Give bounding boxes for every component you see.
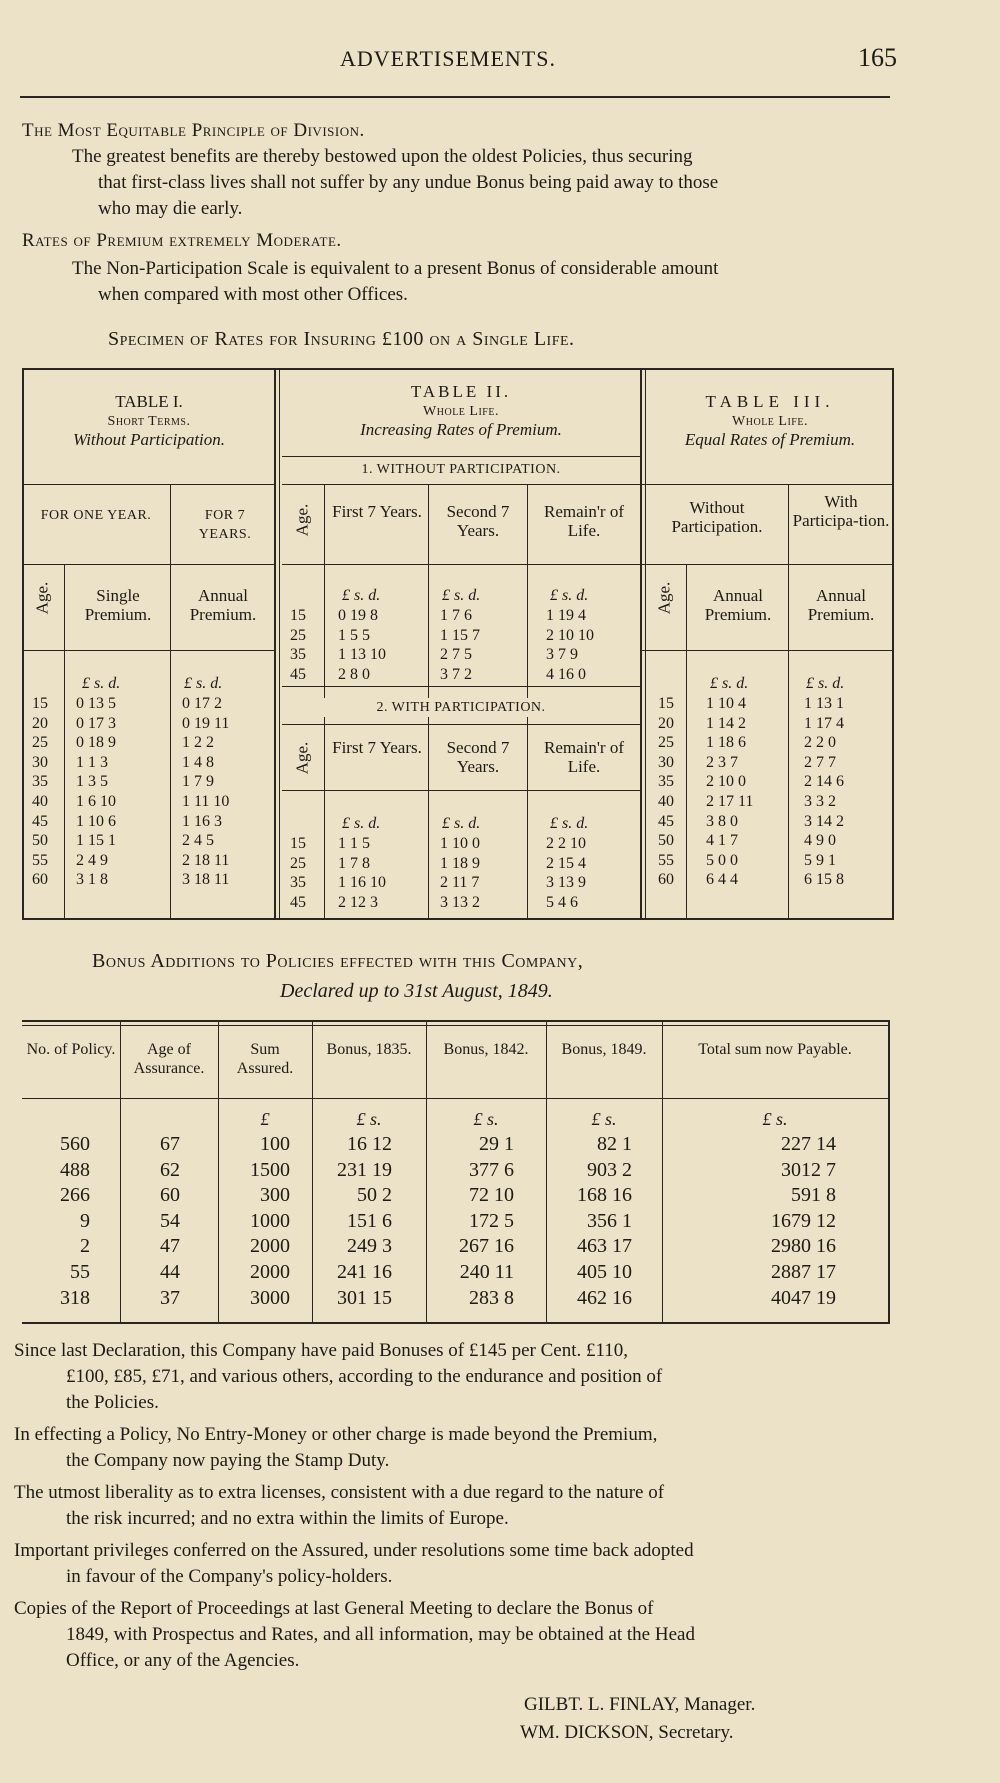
- bonus-column-header: No. of Policy.: [26, 1041, 116, 1058]
- table2-without-remainder: [546, 606, 594, 684]
- bonus-cell: 377 6: [469, 1158, 514, 1181]
- table2-age-label: Age.: [292, 503, 312, 537]
- table1-units-annual: £ s. d.: [184, 675, 223, 692]
- table2-col-first-2: First 7 Years.: [332, 738, 422, 757]
- rate-value: 35: [290, 646, 306, 664]
- bonus-cell: 3000: [250, 1286, 290, 1309]
- rate-value: 3 7 9: [546, 646, 578, 664]
- para-line: the Policies.: [66, 1392, 159, 1413]
- rate-value: 1 10 6: [76, 812, 116, 830]
- bonus-cell: 249 3: [347, 1235, 392, 1258]
- heading-equitable: The Most Equitable Principle of Division.: [22, 120, 365, 141]
- bonus-cell: 240 11: [459, 1261, 514, 1283]
- rate-value: 15: [32, 695, 48, 712]
- rate-value: 35: [658, 773, 674, 791]
- table2-col-remainder: Remain'r of Life.: [543, 502, 624, 540]
- rate-value: 2 4 9: [76, 851, 108, 869]
- rate-value: 1 14 2: [706, 714, 746, 732]
- table2-note: Increasing Rates of Premium.: [360, 420, 562, 439]
- rate-value: 5 9 1: [804, 851, 836, 869]
- bonus-cell: 1679 12: [771, 1209, 836, 1232]
- rate-value: 1 1 5: [338, 835, 370, 852]
- bonus-cell: 50 2: [357, 1184, 392, 1207]
- table2-units-second: £ s. d.: [442, 587, 481, 604]
- bonus-unit-label: £ s.: [473, 1109, 499, 1129]
- rate-value: 55: [658, 851, 674, 869]
- table3-annual-premium-with: Annual Premium.: [807, 586, 875, 624]
- table2-section2: 2. WITH PARTICIPATION.: [282, 698, 640, 717]
- table1-age-label: Age.: [32, 581, 52, 615]
- table2-with-remainder: [546, 834, 586, 912]
- bonus-column-header: Bonus, 1842.: [443, 1041, 529, 1058]
- rate-value: 4 9 0: [804, 832, 836, 850]
- bonus-cell: 356 1: [587, 1209, 632, 1232]
- table3-title: TABLE III.: [705, 392, 835, 411]
- running-header: [0, 43, 1000, 78]
- bonus-cell: 283 8: [469, 1286, 514, 1309]
- rate-value: 1 16 10: [338, 874, 386, 892]
- table1-col-one-year: FOR ONE YEAR.: [40, 508, 152, 523]
- bonus-cell: 301 15: [337, 1286, 392, 1309]
- page-number: 165: [858, 43, 897, 72]
- para-line: that first-class lives shall not suffer by any undue Bonus being paid away to those: [98, 172, 719, 193]
- rate-value: 2 10 0: [706, 773, 746, 791]
- rate-value: 2 18 11: [182, 851, 230, 869]
- bonus-unit-label: £: [260, 1109, 270, 1129]
- table3-note: Equal Rates of Premium.: [684, 430, 856, 449]
- rate-value: 50: [32, 832, 48, 850]
- rate-value: 1 10 0: [440, 835, 480, 852]
- bonus-cell: 267 16: [459, 1235, 514, 1258]
- table2-with-second: [440, 834, 480, 912]
- table2-subtitle: Whole Life.: [423, 404, 499, 419]
- rate-value: 60: [32, 871, 48, 889]
- bonus-cell: 2887 17: [771, 1261, 836, 1283]
- bonus-cell: 4047 19: [771, 1286, 836, 1309]
- rate-value: 25: [290, 854, 306, 872]
- closing-bonuses-paid: [14, 1338, 904, 1416]
- running-title: ADVERTISEMENTS.: [340, 46, 556, 71]
- table2-age-label-2: Age.: [292, 741, 312, 775]
- rate-value: 35: [290, 874, 306, 892]
- rate-value: 1 6 10: [76, 792, 116, 810]
- bonus-cell: 54: [160, 1209, 180, 1232]
- bonus-cell: 266: [60, 1184, 90, 1207]
- rate-value: 2 3 7: [706, 753, 738, 771]
- rate-value: 1 16 3: [182, 812, 222, 830]
- table2-with-ages: [290, 834, 306, 912]
- table2-col-remainder-2: Remain'r of Life.: [543, 738, 624, 776]
- rate-value: 30: [32, 753, 48, 771]
- heading-rates: Rates of Premium extremely Moderate.: [22, 230, 342, 251]
- table2-units-remainder-2: £ s. d.: [550, 815, 589, 832]
- rate-value: 2 14 6: [804, 773, 844, 791]
- bonus-cell: 16 12: [347, 1133, 392, 1155]
- rate-value: 6 15 8: [804, 871, 844, 889]
- rate-value: 25: [32, 734, 48, 752]
- rate-value: 0 19 8: [338, 607, 378, 624]
- rate-value: 4 1 7: [706, 832, 738, 850]
- bonus-caption: Bonus Additions to Policies effected with this Company,: [92, 950, 584, 972]
- rate-value: 3 7 2: [440, 665, 472, 683]
- rate-value: 3 14 2: [804, 812, 844, 830]
- rate-value: 15: [658, 695, 674, 712]
- bonus-cell: 3012 7: [781, 1158, 836, 1181]
- rate-value: 15: [290, 607, 306, 624]
- table3-age-label: Age.: [654, 581, 674, 615]
- table2-section1: 1. WITHOUT PARTICIPATION.: [361, 462, 561, 477]
- bonus-column-header: Sum Assured.: [236, 1041, 294, 1077]
- bonus-cell: 9: [80, 1209, 90, 1232]
- para-rates: [72, 256, 902, 308]
- rate-value: 45: [290, 893, 306, 911]
- para-line: £100, £85, £71, and various others, according to the endurance and position of: [66, 1366, 663, 1387]
- bonus-cell: 1000: [250, 1209, 290, 1232]
- rate-value: 1 7 9: [182, 773, 214, 791]
- rate-value: 4 16 0: [546, 665, 586, 683]
- bonus-cell: 151 6: [347, 1209, 392, 1232]
- table2-col-first: First 7 Years.: [332, 502, 422, 521]
- table3-subtitle: Whole Life.: [732, 414, 808, 429]
- bonus-cell: 82 1: [597, 1133, 632, 1155]
- bonus-cell: 44: [160, 1261, 180, 1283]
- table1-annual-premium: Annual Premium.: [189, 586, 257, 624]
- table3-col-with: With Participa-tion.: [792, 492, 890, 530]
- bonus-cell: 47: [160, 1235, 180, 1258]
- table2-without-first: [338, 606, 386, 684]
- rate-value: 1 2 2: [182, 734, 214, 752]
- rate-value: 35: [32, 773, 48, 791]
- signature-manager: GILBT. L. FINLAY, Manager.: [524, 1694, 756, 1715]
- bonus-cell: 227 14: [781, 1133, 836, 1155]
- rate-value: 55: [32, 851, 48, 869]
- rate-value: 0 13 5: [76, 695, 116, 712]
- rate-value: 3 13 2: [440, 893, 480, 911]
- specimen-caption: Specimen of Rates for Insuring £100 on a Single Life.: [108, 328, 575, 350]
- table1-note: Without Participation.: [72, 430, 226, 449]
- bonus-unit-label: £ s.: [591, 1109, 617, 1129]
- table3-units-without: £ s. d.: [710, 675, 749, 692]
- para-equitable: [72, 144, 902, 222]
- rate-value: 2 2 10: [546, 835, 586, 852]
- bonus-cell: 488: [60, 1158, 90, 1181]
- rate-value: 3 1 8: [76, 871, 108, 889]
- rate-value: 0 18 9: [76, 734, 116, 752]
- table2-units-remainder: £ s. d.: [550, 587, 589, 604]
- rate-value: 25: [290, 626, 306, 644]
- bonus-cell: 300: [260, 1184, 290, 1207]
- rate-value: 2 10 10: [546, 626, 594, 644]
- rate-value: 2 8 0: [338, 665, 370, 683]
- bonus-cell: 172 5: [469, 1209, 514, 1232]
- bonus-cell: 2980 16: [771, 1235, 836, 1258]
- rate-value: 3 3 2: [804, 792, 836, 810]
- rate-value: 1 17 4: [804, 714, 844, 732]
- table3-with-values: [804, 694, 844, 890]
- table3-ages: [658, 694, 674, 890]
- rate-value: 45: [32, 812, 48, 830]
- rate-value: 2 7 7: [804, 753, 836, 771]
- rate-value: 3 13 9: [546, 874, 586, 892]
- para-line: The utmost liberality as to extra licenses, consistent with a due regard to the nature of: [14, 1482, 665, 1503]
- rate-value: 2 11 7: [440, 874, 480, 892]
- para-line: The greatest benefits are thereby bestowed upon the oldest Policies, thus securing: [72, 146, 693, 167]
- closing-entry-money: [14, 1422, 904, 1474]
- para-line: 1849, with Prospectus and Rates, and all information, may be obtained at the Head: [66, 1624, 695, 1645]
- table2-units-first: £ s. d.: [342, 587, 381, 604]
- rate-value: 1 13 10: [338, 646, 386, 664]
- table1-units-single: £ s. d.: [82, 675, 121, 692]
- rate-value: 45: [658, 812, 674, 830]
- specimen-table: [22, 368, 894, 920]
- rate-value: 60: [658, 871, 674, 889]
- bonus-unit-label: £ s.: [356, 1109, 382, 1129]
- table1-single-values: [76, 694, 116, 890]
- rate-value: 15: [290, 835, 306, 852]
- para-line: Office, or any of the Agencies.: [66, 1650, 300, 1671]
- rate-value: 1 13 1: [804, 695, 844, 712]
- bonus-cell: 463 17: [577, 1235, 632, 1258]
- rate-value: 1 15 1: [76, 832, 116, 850]
- closing-copies: [14, 1596, 904, 1674]
- table2-units-second-2: £ s. d.: [442, 815, 481, 832]
- header-rule: [20, 96, 890, 98]
- rate-value: 2 7 5: [440, 646, 472, 664]
- bonus-cell: 67: [160, 1133, 180, 1155]
- rate-value: 2 17 11: [706, 792, 754, 810]
- table3-without-values: [706, 694, 753, 890]
- bonus-table: [22, 1020, 890, 1324]
- table3-annual-premium-without: Annual Premium.: [704, 586, 772, 624]
- bonus-cell: 560: [60, 1133, 90, 1155]
- para-line: the risk incurred; and no extra within the limits of Europe.: [66, 1508, 509, 1529]
- table2-with-first: [338, 834, 386, 912]
- rate-value: 2 15 4: [546, 854, 586, 872]
- bonus-cell: 462 16: [577, 1286, 632, 1309]
- table2-title: TABLE II.: [410, 382, 512, 401]
- rate-value: 1 11 10: [182, 792, 230, 810]
- bonus-cell: 591 8: [791, 1184, 836, 1207]
- table1-title: TABLE I.: [115, 392, 183, 411]
- bonus-cell: 72 10: [469, 1184, 514, 1207]
- table3-col-without: Without Participation.: [671, 498, 763, 536]
- closing-privileges: [14, 1538, 904, 1590]
- table1-ages: [32, 694, 48, 890]
- bonus-column-header: Age of Assurance.: [133, 1041, 205, 1077]
- bonus-cell: 241 16: [337, 1261, 392, 1283]
- bonus-column-header: Bonus, 1835.: [326, 1041, 412, 1058]
- rate-value: 1 10 4: [706, 695, 746, 712]
- rate-value: 1 1 3: [76, 753, 108, 771]
- table2-without-ages: [290, 606, 306, 684]
- table1-annual-values: [182, 694, 229, 890]
- rate-value: 25: [658, 734, 674, 752]
- bonus-cell: 62: [160, 1158, 180, 1181]
- rate-value: 1 7 8: [338, 854, 370, 872]
- bonus-cell: 55: [70, 1261, 90, 1283]
- rate-value: 1 18 6: [706, 734, 746, 752]
- table1-single-premium: Single Premium.: [84, 586, 152, 624]
- rate-value: 3 8 0: [706, 812, 738, 830]
- bonus-cell: 29 1: [479, 1133, 514, 1155]
- para-line: The Non-Participation Scale is equivalent to a present Bonus of considerable amount: [72, 258, 719, 279]
- bonus-unit-label: £ s.: [762, 1109, 788, 1129]
- table2-col-second: Second 7 Years.: [446, 502, 510, 540]
- para-line: the Company now paying the Stamp Duty.: [66, 1450, 390, 1471]
- rate-value: 0 19 11: [182, 714, 230, 732]
- rate-value: 2 12 3: [338, 893, 378, 911]
- table3-units-with: £ s. d.: [806, 675, 845, 692]
- bonus-cell: 2000: [250, 1261, 290, 1283]
- rate-value: 1 15 7: [440, 626, 480, 644]
- para-line: in favour of the Company's policy-holders.: [66, 1566, 393, 1587]
- rate-value: 5 4 6: [546, 893, 578, 911]
- para-line: Important privileges conferred on the Assured, under resolutions some time back adopted: [14, 1540, 694, 1561]
- para-line: Copies of the Report of Proceedings at last General Meeting to declare the Bonus of: [14, 1598, 654, 1619]
- bonus-subcaption: Declared up to 31st August, 1849.: [280, 980, 553, 1002]
- para-line: who may die early.: [98, 198, 243, 219]
- rate-value: 40: [658, 792, 674, 810]
- bonus-column-header: Total sum now Payable.: [698, 1041, 852, 1058]
- rate-value: 6 4 4: [706, 871, 738, 889]
- table1-subtitle: Short Terms.: [107, 414, 191, 429]
- rate-value: 1 18 9: [440, 854, 480, 872]
- rate-value: 1 3 5: [76, 773, 108, 791]
- bonus-cell: 100: [260, 1133, 290, 1155]
- rate-value: 1 5 5: [338, 626, 370, 644]
- bonus-cell: 231 19: [337, 1158, 392, 1181]
- table1-col-seven-years: FOR 7 YEARS.: [198, 508, 252, 542]
- rate-value: 2 4 5: [182, 832, 214, 850]
- bonus-cell: 60: [160, 1184, 180, 1207]
- table2-units-first-2: £ s. d.: [342, 815, 381, 832]
- bonus-cell: 168 16: [577, 1184, 632, 1207]
- rate-value: 3 18 11: [182, 871, 230, 889]
- rate-value: 0 17 3: [76, 714, 116, 732]
- bonus-cell: 903 2: [587, 1158, 632, 1181]
- rate-value: 45: [290, 665, 306, 683]
- bonus-cell: 37: [160, 1286, 180, 1309]
- para-line: Since last Declaration, this Company have paid Bonuses of £145 per Cent. £110,: [14, 1340, 629, 1361]
- bonus-column-header: Bonus, 1849.: [561, 1041, 647, 1058]
- bonus-cell: 405 10: [577, 1261, 632, 1283]
- bonus-cell: 2: [80, 1235, 90, 1258]
- rate-value: 5 0 0: [706, 851, 738, 869]
- table2-col-second-2: Second 7 Years.: [446, 738, 510, 776]
- rate-value: 1 7 6: [440, 607, 472, 624]
- closing-liberality: [14, 1480, 904, 1532]
- rate-value: 40: [32, 792, 48, 810]
- rate-value: 30: [658, 753, 674, 771]
- rate-value: 0 17 2: [182, 695, 222, 712]
- rate-value: 1 4 8: [182, 753, 214, 771]
- bonus-cell: 318: [60, 1286, 90, 1309]
- signature-secretary: WM. DICKSON, Secretary.: [520, 1722, 734, 1743]
- rate-value: 2 2 0: [804, 734, 836, 752]
- rate-value: 20: [658, 714, 674, 732]
- rate-value: 50: [658, 832, 674, 850]
- para-line: when compared with most other Offices.: [98, 284, 408, 305]
- rate-value: 1 19 4: [546, 607, 586, 624]
- bonus-cell: 2000: [250, 1235, 290, 1258]
- rate-value: 20: [32, 714, 48, 732]
- bonus-cell: 1500: [250, 1158, 290, 1181]
- table2-without-second: [440, 606, 480, 684]
- para-line: In effecting a Policy, No Entry-Money or other charge is made beyond the Premium,: [14, 1424, 658, 1445]
